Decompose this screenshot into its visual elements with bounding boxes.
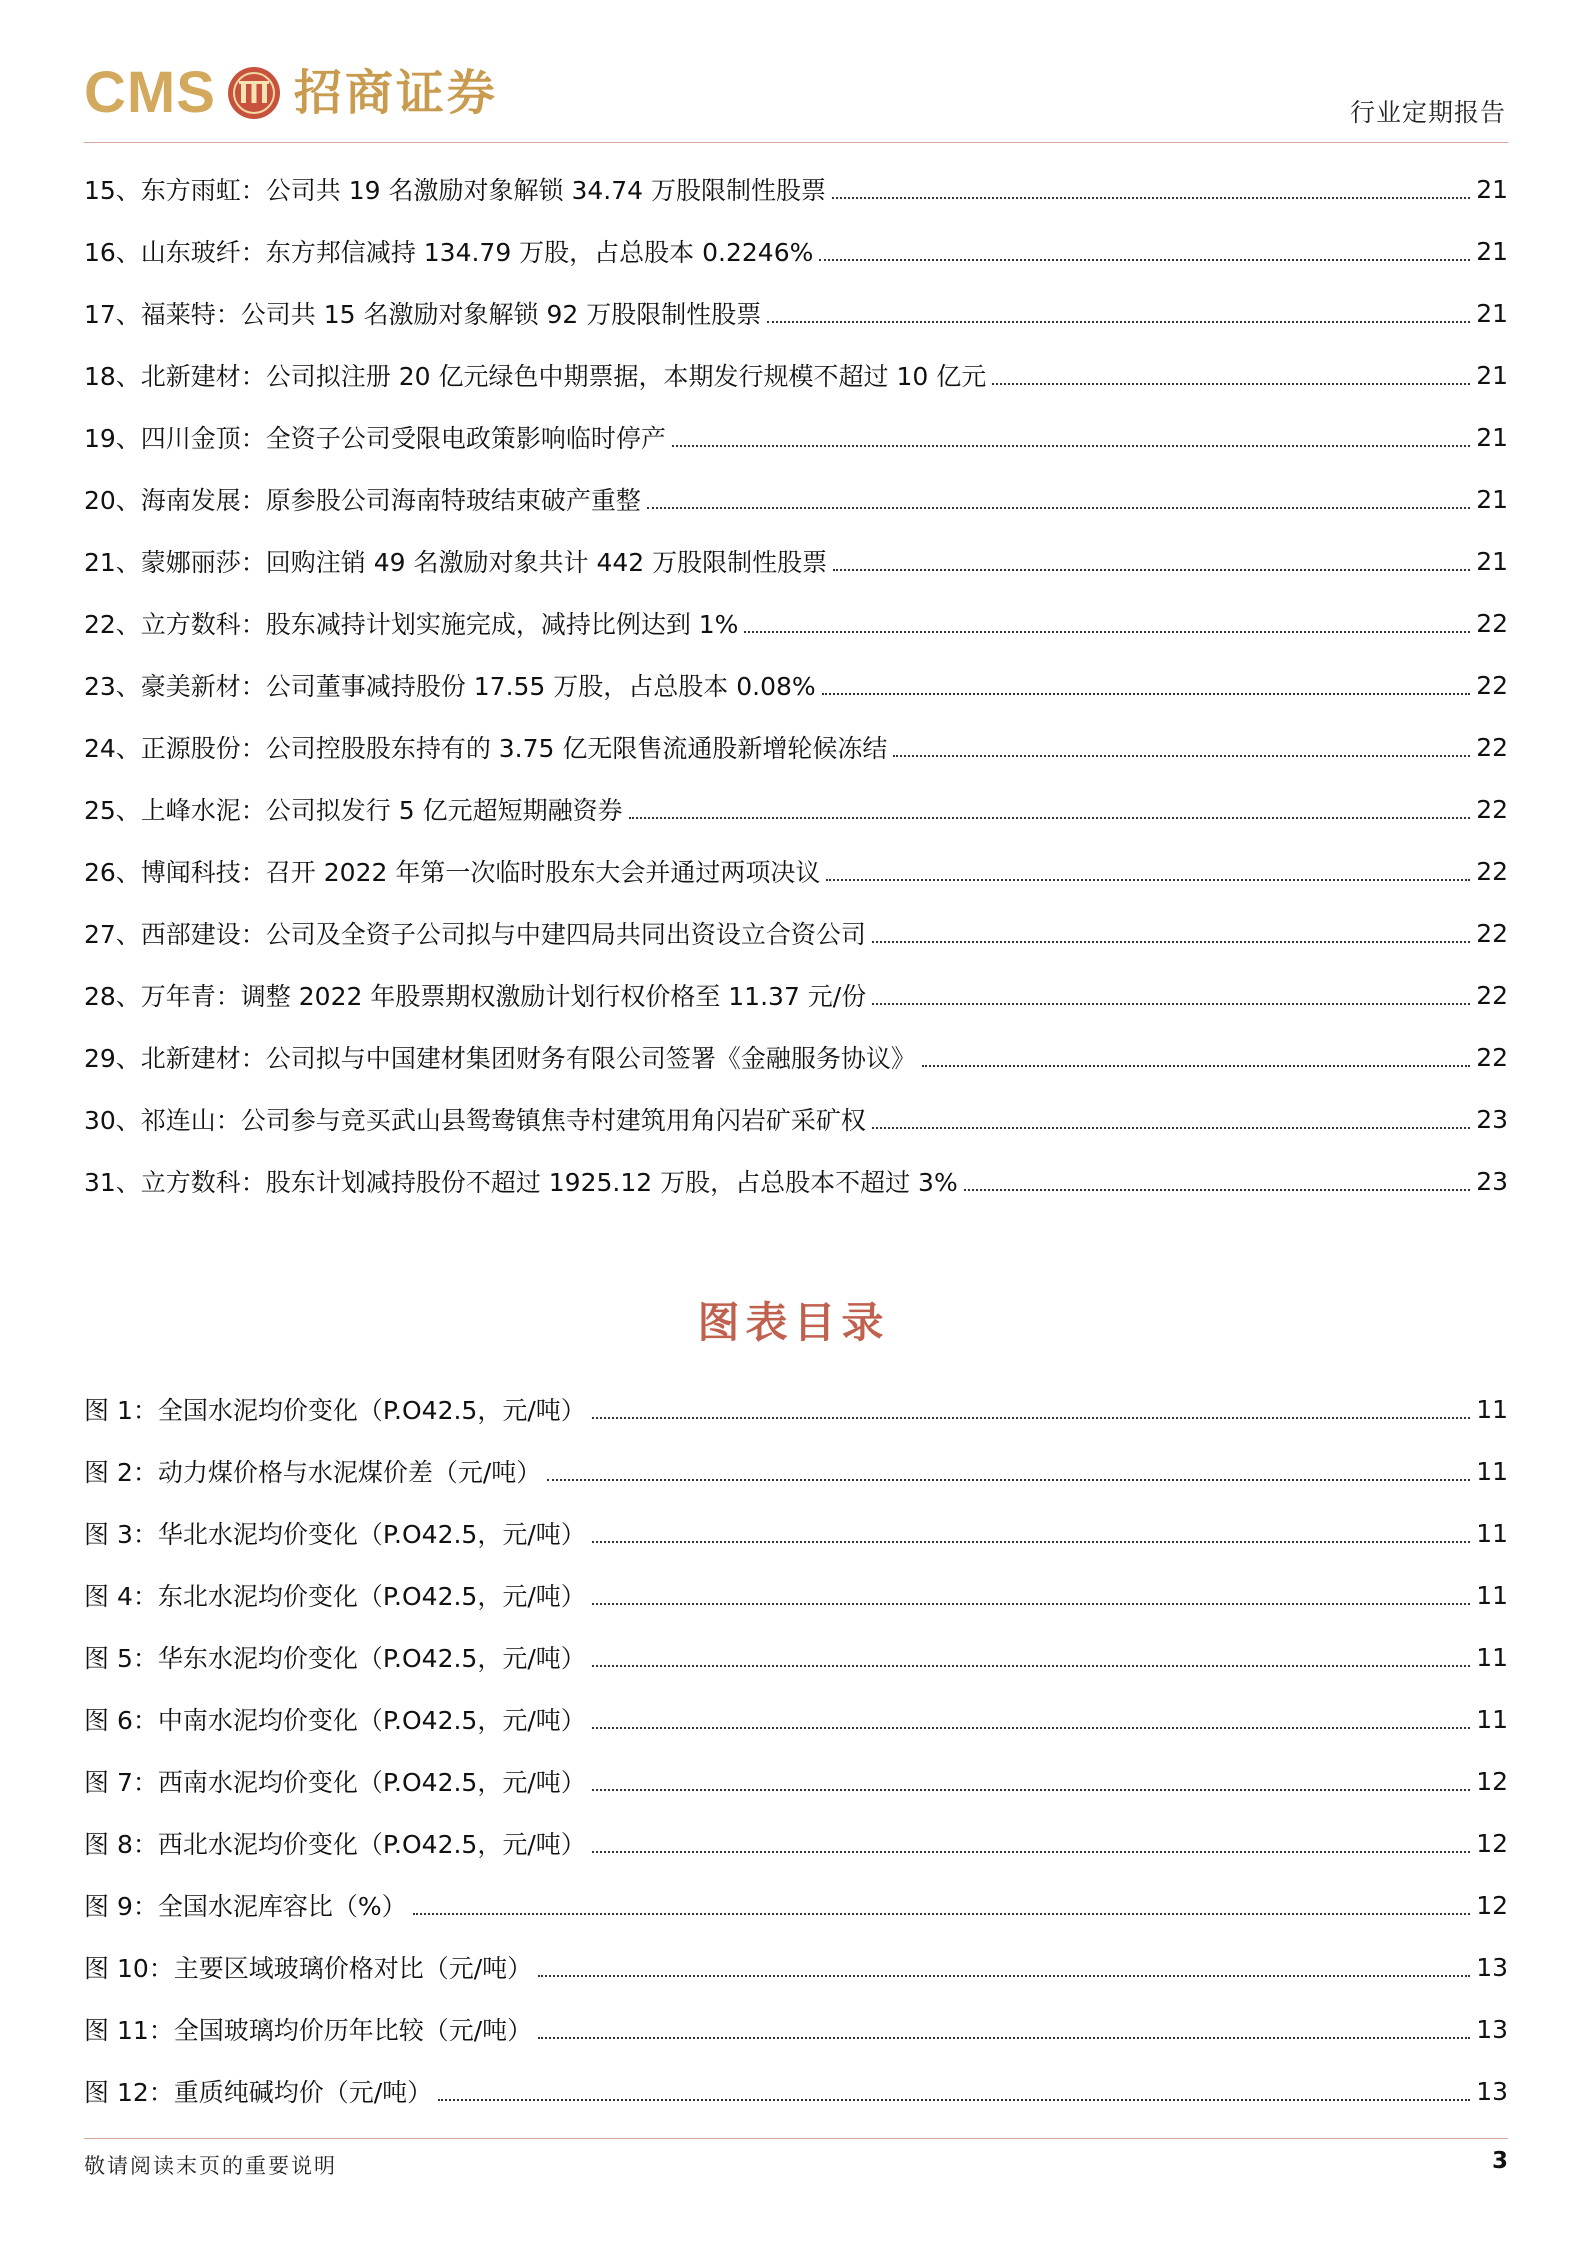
logo-chinese-text: 招商证券 <box>293 65 498 121</box>
figure-entry-page: 13 <box>1476 1952 1508 1982</box>
figure-entry-page: 13 <box>1476 2014 1508 2044</box>
figure-entry-title: 图 4：东北水泥均价变化（P.O42.5，元/吨） <box>84 1582 586 1611</box>
toc-entry[interactable] <box>84 282 1508 344</box>
toc-entry[interactable] <box>84 530 1508 592</box>
company-logo <box>84 58 498 128</box>
figure-entry-page: 13 <box>1476 2076 1508 2106</box>
dot-leader <box>413 1913 1471 1915</box>
dot-leader <box>922 1065 1470 1067</box>
figure-entry-page: 11 <box>1476 1456 1508 1486</box>
toc-entry[interactable] <box>84 158 1508 220</box>
figure-entry-title: 图 1：全国水泥均价变化（P.O42.5，元/吨） <box>84 1396 586 1425</box>
logo-cms-text: CMS <box>84 60 216 125</box>
toc-entry[interactable] <box>84 468 1508 530</box>
dot-leader <box>538 2037 1470 2039</box>
toc-entry[interactable] <box>84 964 1508 1026</box>
figure-index <box>84 1378 1508 2122</box>
figure-entry-title: 图 8：西北水泥均价变化（P.O42.5，元/吨） <box>84 1830 586 1859</box>
toc-entry-title: 24、正源股份：公司控股股东持有的 3.75 亿无限售流通股新增轮候冻结 <box>84 734 888 763</box>
figure-entry[interactable] <box>84 1936 1508 1998</box>
figure-index-title: 图表目录 <box>697 1298 890 1347</box>
toc-entry-title: 30、祁连山：公司参与竞买武山县鸳鸯镇焦寺村建筑用角闪岩矿采矿权 <box>84 1106 866 1135</box>
dot-leader <box>592 1417 1470 1419</box>
dot-leader <box>872 941 1470 943</box>
figure-entry[interactable] <box>84 1874 1508 1936</box>
toc-entry-page: 21 <box>1476 298 1508 328</box>
dot-leader <box>832 197 1470 199</box>
figure-entry-page: 12 <box>1476 1890 1508 1920</box>
toc-entry-title: 21、蒙娜丽莎：回购注销 49 名激励对象共计 442 万股限制性股票 <box>84 548 828 577</box>
dot-leader <box>833 569 1470 571</box>
toc-entry[interactable] <box>84 778 1508 840</box>
toc-entry-page: 22 <box>1476 794 1508 824</box>
dot-leader <box>592 1851 1470 1853</box>
dot-leader <box>819 259 1470 261</box>
dot-leader <box>592 1727 1470 1729</box>
toc-entry-title: 15、东方雨虹：公司共 19 名激励对象解锁 34.74 万股限制性股票 <box>84 176 826 205</box>
dot-leader <box>592 1665 1470 1667</box>
figure-entry-title: 图 3：华北水泥均价变化（P.O42.5，元/吨） <box>84 1520 586 1549</box>
toc-entry-title: 19、四川金顶：全资子公司受限电政策影响临时停产 <box>84 424 666 453</box>
report-type-label: 行业定期报告 <box>1349 98 1506 127</box>
toc-entry-page: 22 <box>1476 856 1508 886</box>
dot-leader <box>647 507 1470 509</box>
toc-entry-page: 23 <box>1476 1104 1508 1134</box>
toc-entry[interactable] <box>84 1026 1508 1088</box>
figure-entry-page: 11 <box>1476 1580 1508 1610</box>
toc-entry-page: 22 <box>1476 732 1508 762</box>
dot-leader <box>744 631 1470 633</box>
figure-entry[interactable] <box>84 1440 1508 1502</box>
table-of-contents <box>84 158 1508 1212</box>
dot-leader <box>893 755 1470 757</box>
figure-entry[interactable] <box>84 1750 1508 1812</box>
toc-entry[interactable] <box>84 406 1508 468</box>
dot-leader <box>767 321 1470 323</box>
figure-entry-page: 11 <box>1476 1518 1508 1548</box>
toc-entry-title: 26、博闻科技：召开 2022 年第一次临时股东大会并通过两项决议 <box>84 858 821 887</box>
figure-entry-title: 图 6：中南水泥均价变化（P.O42.5，元/吨） <box>84 1706 586 1735</box>
toc-entry-page: 22 <box>1476 608 1508 638</box>
toc-entry-title: 18、北新建材：公司拟注册 20 亿元绿色中期票据，本期发行规模不超过 10 亿元 <box>84 362 987 391</box>
toc-entry-title: 31、立方数科：股东计划减持股份不超过 1925.12 万股，占总股本不超过 3% <box>84 1168 958 1197</box>
page-header <box>84 56 1508 143</box>
dot-leader <box>964 1189 1470 1191</box>
dot-leader <box>629 817 1471 819</box>
toc-entry-title: 27、西部建设：公司及全资子公司拟与中建四局共同出资设立合资公司 <box>84 920 866 949</box>
toc-entry-title: 16、山东玻纤：东方邦信减持 134.79 万股，占总股本 0.2246% <box>84 238 814 267</box>
dot-leader <box>547 1479 1470 1481</box>
toc-entry[interactable] <box>84 592 1508 654</box>
toc-entry-page: 22 <box>1476 1042 1508 1072</box>
toc-entry[interactable] <box>84 344 1508 406</box>
figure-entry-page: 12 <box>1476 1766 1508 1796</box>
toc-entry-page: 21 <box>1476 360 1508 390</box>
figure-entry-title: 图 5：华东水泥均价变化（P.O42.5，元/吨） <box>84 1644 586 1673</box>
figure-entry[interactable] <box>84 1564 1508 1626</box>
toc-entry[interactable] <box>84 654 1508 716</box>
toc-entry-page: 21 <box>1476 174 1508 204</box>
dot-leader <box>592 1603 1470 1605</box>
dot-leader <box>992 383 1470 385</box>
dot-leader <box>438 2099 1470 2101</box>
logo-seal-icon <box>226 65 282 121</box>
figure-entry-page: 12 <box>1476 1828 1508 1858</box>
figure-entry-title: 图 10：主要区域玻璃价格对比（元/吨） <box>84 1954 533 1983</box>
figure-entry-title: 图 11：全国玻璃均价历年比较（元/吨） <box>84 2016 533 2045</box>
toc-entry-title: 25、上峰水泥：公司拟发行 5 亿元超短期融资券 <box>84 796 623 825</box>
figure-entry-title: 图 9：全国水泥库容比（%） <box>84 1892 407 1921</box>
page-number: 3 <box>1491 2148 1508 2174</box>
figure-entry[interactable] <box>84 2060 1508 2122</box>
toc-entry-title: 17、福莱特：公司共 15 名激励对象解锁 92 万股限制性股票 <box>84 300 762 329</box>
toc-entry[interactable] <box>84 1150 1508 1212</box>
figure-entry-page: 11 <box>1476 1642 1508 1672</box>
dot-leader <box>538 1975 1470 1977</box>
toc-entry-title: 28、万年青：调整 2022 年股票期权激励计划行权价格至 11.37 元/份 <box>84 982 867 1011</box>
dot-leader <box>872 1127 1470 1129</box>
figure-entry[interactable] <box>84 1626 1508 1688</box>
toc-entry-title: 23、豪美新材：公司董事减持股份 17.55 万股，占总股本 0.08% <box>84 672 816 701</box>
toc-entry-page: 23 <box>1476 1166 1508 1196</box>
dot-leader <box>592 1789 1470 1791</box>
figure-entry-title: 图 7：西南水泥均价变化（P.O42.5，元/吨） <box>84 1768 586 1797</box>
figure-entry[interactable] <box>84 1998 1508 2060</box>
toc-entry[interactable] <box>84 902 1508 964</box>
figure-entry[interactable] <box>84 1378 1508 1440</box>
figure-entry[interactable] <box>84 1688 1508 1750</box>
toc-entry-page: 22 <box>1476 670 1508 700</box>
toc-entry-page: 22 <box>1476 918 1508 948</box>
toc-entry-title: 20、海南发展：原参股公司海南特玻结束破产重整 <box>84 486 641 515</box>
toc-entry[interactable] <box>84 1088 1508 1150</box>
figure-entry-title: 图 12：重质纯碱均价（元/吨） <box>84 2078 433 2107</box>
toc-entry-page: 21 <box>1476 484 1508 514</box>
toc-entry-page: 22 <box>1476 980 1508 1010</box>
dot-leader <box>592 1541 1470 1543</box>
toc-entry[interactable] <box>84 716 1508 778</box>
figure-entry[interactable] <box>84 1502 1508 1564</box>
dot-leader <box>872 1003 1470 1005</box>
toc-entry-page: 21 <box>1476 422 1508 452</box>
footer-disclaimer-note: 敬请阅读末页的重要说明 <box>84 2154 337 2178</box>
dot-leader <box>672 445 1470 447</box>
toc-entry-page: 21 <box>1476 236 1508 266</box>
figure-entry-title: 图 2：动力煤价格与水泥煤价差（元/吨） <box>84 1458 542 1487</box>
toc-entry[interactable] <box>84 840 1508 902</box>
toc-entry-page: 21 <box>1476 546 1508 576</box>
dot-leader <box>822 693 1471 695</box>
figure-entry[interactable] <box>84 1812 1508 1874</box>
dot-leader <box>826 879 1470 881</box>
toc-entry-title: 22、立方数科：股东减持计划实施完成，减持比例达到 1% <box>84 610 739 639</box>
figure-entry-page: 11 <box>1476 1704 1508 1734</box>
toc-entry[interactable] <box>84 220 1508 282</box>
figure-entry-page: 11 <box>1476 1394 1508 1424</box>
footer-divider <box>84 2138 1508 2139</box>
toc-entry-title: 29、北新建材：公司拟与中国建材集团财务有限公司签署《金融服务协议》 <box>84 1044 916 1073</box>
